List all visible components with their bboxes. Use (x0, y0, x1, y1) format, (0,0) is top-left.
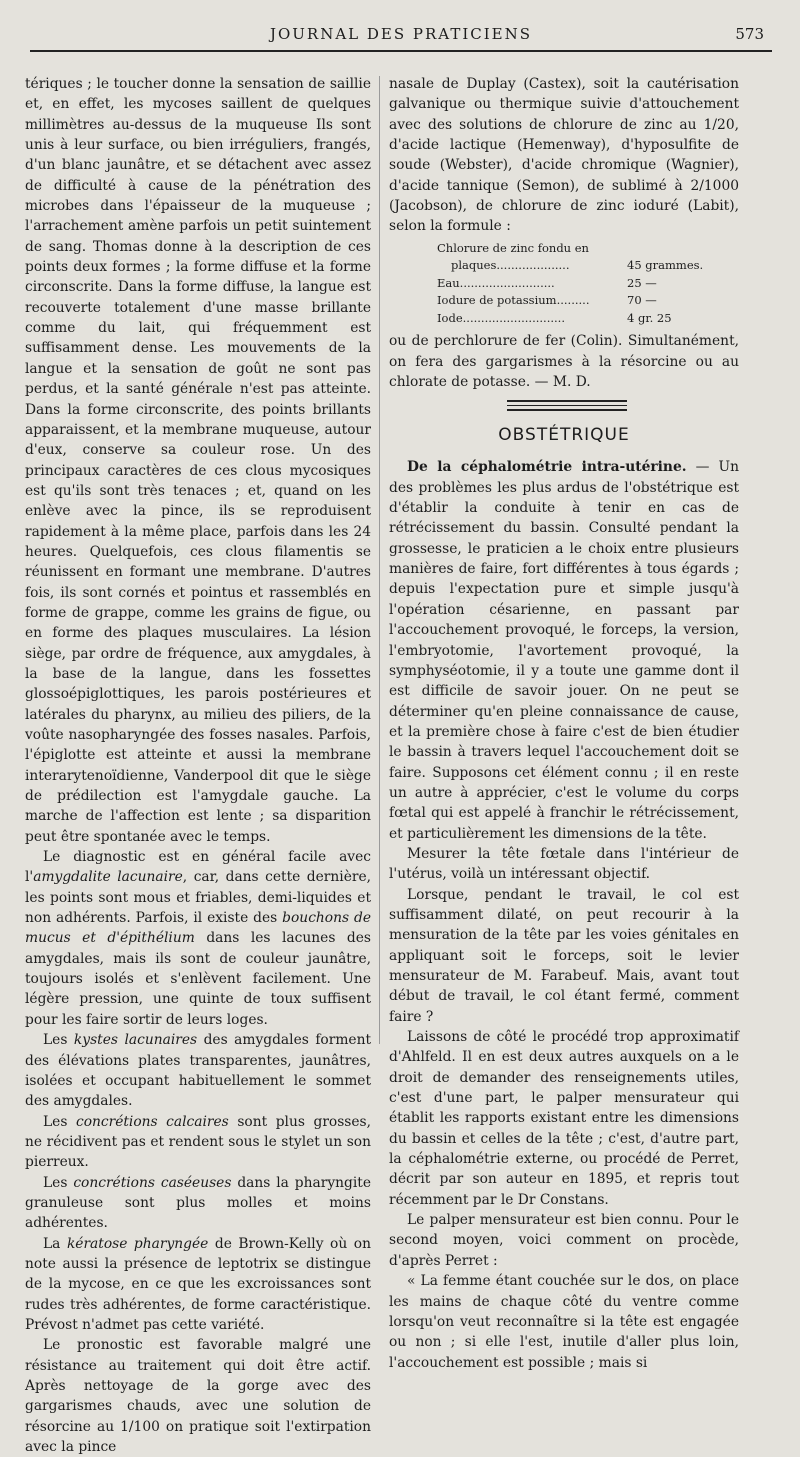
column-divider (379, 76, 380, 1044)
formula-quantity: 4 gr. 25 (627, 310, 672, 325)
formula-quantity: 45 grammes. (627, 258, 704, 273)
text-run: des amygdales forment des élévations plates transparentes, jaunâtres, isolées et occupant habituellement le sommet des amygdales. (25, 1032, 372, 1110)
paragraph (25, 1234, 371, 1336)
italic-term: amygdalite lacunaire (33, 869, 183, 886)
formula-line (437, 310, 697, 328)
formula-line (437, 292, 697, 310)
formula-quantity: 70 — (627, 293, 657, 308)
paragraph: Le pronostic est favorable malgré une résistance au traitement qui doit être actif. Après nettoyage de la gorge avec des gargarismes chauds, avec une solution de résorcine au 1/100 on pratique soit l'extirpation avec la pince (25, 1337, 371, 1456)
text-run: sont plus grosses, ne récidivent pas et rendent sous le stylet un son pierreux. (25, 1113, 372, 1171)
formula-line (437, 240, 697, 258)
paragraph (25, 847, 371, 1030)
article-lead: De la céphalométrie intra-utérine. (407, 459, 687, 476)
paragraph: Laissons de côté le procédé trop approximatif d'Ahlfeld. Il en est deux autres auxquels on a le droit de demander des renseignements utiles, c'est d'une part, le palper mensurateur qui établit les rapports existant entre les dimensions du bassin et celles de la tête ; c'est, d'autre part, la céphalométrie externe, ou procédé de Perret, décrit par son auteur en 1895, et repris tout récemment par le Dr Constans. (389, 1029, 739, 1208)
italic-term: concrétions calcaires (75, 1113, 229, 1130)
formula-table (437, 240, 704, 328)
text-run: Les (43, 1113, 76, 1130)
paragraph (389, 457, 739, 844)
text-run: dans la pharyngite granuleuse sont plus molles et moins adhérentes. (25, 1174, 371, 1232)
formula-ingredient: Chlorure de zinc fondu en (437, 240, 589, 255)
paragraph: tériques ; le toucher donne la sensation de saillie et, en effet, les mycoses saillent de quelques millimètres au-dessus de la muqueuse Ils sont unis à leur surface, ou bien irréguliers, frangés, d'un blanc jaunâtre, et se détachent avec assez de difficulté à cause de la pénétration des microbes dans l'épaisseur de la muqueuse ; l'arrachement amène parfois un petit suintement de sang. Thomas donne à la description de ces points deux formes ; la forme diffuse et la forme circonscrite. Dans la forme diffuse, la langue est recouverte totalement d'une masse brillante comme du lait, qui fréquemment est suffisamment dense. Les mouvements de la langue et la sensation de goût ne sont pas perdus, et la santé générale n'est pas atteinte. Dans la forme circonscrite, des points brillants apparaissent, et la membrane muqueuse, autour d'eux, conserve sa couleur rose. Un des principaux caractères de ces clous mycosiques est qu'ils sont très tenaces ; et, quand on les enlève avec la pince, ils se reproduisent rapidement à la même place, parfois dans les 24 heures. Quelquefois, ces clous filamentis se réunissent en formant une membrane. D'autres fois, ils sont cornés et pointus et rassemblés en forme de grappe, comme les grains de figue, ou en forme des plaques musculaires. La lésion siège, par ordre de fréquence, aux amygdales, à la base de la langue, dans les fossettes glossoépiglottiques, les parois postérieures et latérales du pharynx, au milieu des piliers, de la voûte nasopharyngée des fosses nasales. Parfois, l'épiglotte est atteinte et aussi la membrane interarytenoïdienne, Vanderpool dit que le siège de prédilection est l'amygdale gauche. La marche de l'affection est lente ; sa disparition peut être spontanée avec le temps. (25, 76, 371, 845)
formula-ingredient: plaques.................... (451, 258, 570, 273)
paragraph: ou de perchlorure de fer (Colin). Simultanément, on fera des gargarismes à la résorcine ou au chlorate de potasse. — M. D. (389, 333, 739, 390)
page-number: 573 (735, 25, 764, 43)
paragraph (25, 1112, 371, 1173)
text-run: — Un des problèmes les plus ardus de l'obstétrique est d'établir la conduite à tenir en cas de rétrécissement du bassin. Consulté pendant la grossesse, le praticien a le choix entre plusieurs manières de faire, fort différentes à tous égards ; depuis l'expectation pure et simple jusqu'à l'opération césarienne, en passant par l'accouchement provoqué, le forceps, la version, l'embryotomie, l'avortement provoqué, la symphyséotomie, il y a toute une gamme dont il est difficile de savoir jouer. On ne peut se déterminer qu'en pleine connaissance de cause, et la première chose à faire c'est de bien étudier le bassin à travers lequel l'accouchement doit se faire. Supposons cet élément connu ; il en reste un autre à apprécier, c'est le volume du corps fœtal qui est appelé à franchir le rétrécissement, et particulièrement les dimensions de la tête. (389, 459, 739, 842)
text-run: Les (43, 1032, 74, 1049)
text-run: dans les lacunes des amygdales, mais ils sont de couleur jaunâtre, toujours isolés et s'enlèvent facilement. Une légère pression, une quinte de toux suffisent pour les faire sortir de leurs loges. (25, 930, 371, 1028)
formula-quantity: 25 — (627, 275, 657, 290)
paragraph (25, 1173, 371, 1234)
text-run: de Brown-Kelly où on note aussi la présence de leptotrix se distingue de la mycose, en ce que les excroissances sont rudes très adhérentes, de forme caractéristique. Prévost n'admet pas cette variété. (25, 1235, 371, 1333)
formula-ingredient: Eau.......................... (437, 275, 555, 290)
left-column (25, 74, 371, 1457)
section-title: OBSTÉTRIQUE (498, 425, 630, 446)
text-run: , car, dans cette dernière, les points sont mous et friables, demi-liquides et non adhérents. Parfois, il existe des (25, 869, 372, 927)
paragraph: Mesurer la tête fœtale dans l'intérieur de l'utérus, voilà un intéressant objectif. (389, 845, 739, 883)
italic-term: kystes lacunaires (73, 1032, 198, 1049)
paragraph: Le palper mensurateur est bien connu. Pour le second moyen, voici comment on procède, d'après Perret : (389, 1212, 739, 1269)
paragraph: nasale de Duplay (Castex), soit la cautérisation galvanique ou thermique suivie d'attouchement avec des solutions de chlorure de zinc au 1/20, d'acide lactique (Hemenway), d'hyposulfite de soude (Webster), d'acide chromique (Wagnier), d'acide tannique (Semon), de sublimé à 2/1000 (Jacobson), de chlorure de zinc ioduré (Labit), selon la formule : (389, 76, 739, 235)
formula-line (437, 257, 704, 275)
text-run: Le diagnostic est en général facile avec l' (25, 849, 371, 886)
italic-term: kératose pharyngée (66, 1235, 209, 1252)
italic-term: bouchons de mucus et d'épithélium (25, 910, 371, 947)
formula-ingredient: Iodure de potassium......... (437, 293, 590, 308)
formula-line (437, 275, 697, 293)
paragraph: Lorsque, pendant le travail, le col est suffisamment dilaté, on peut recourir à la mensuration de la tête par les voies génitales en appliquant soit le forceps, soit le levier mensurateur de M. Farabeuf. Mais, avant tout début de travail, le col étant fermé, comment faire ? (389, 886, 739, 1025)
text-run: La (43, 1235, 67, 1252)
header-rule (30, 50, 772, 52)
paragraph (25, 1030, 371, 1111)
formula-ingredient: Iode............................ (437, 310, 565, 325)
running-title: JOURNAL DES PRATICIENS (269, 25, 533, 43)
italic-term: concrétions caséeuses (73, 1174, 232, 1191)
section-rule (507, 400, 627, 411)
text-run: Les (43, 1174, 74, 1191)
right-column (389, 74, 739, 1373)
paragraph: « La femme étant couchée sur le dos, on place les mains de chaque côté du ventre comme lorsqu'on veut reconnaître si la tête est engagée ou non ; si elle l'est, inutile d'aller plus loin, l'accouchement est possible ; mais si (389, 1273, 739, 1371)
page-header (30, 22, 772, 48)
